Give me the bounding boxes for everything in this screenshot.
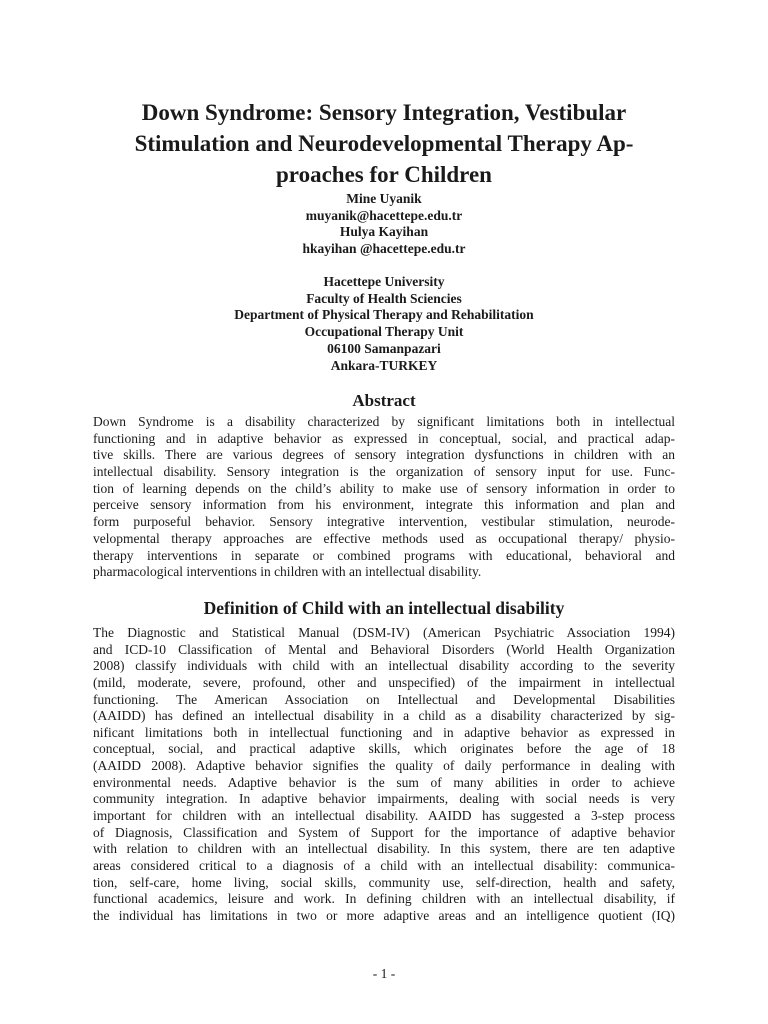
section-line: and ICD-10 Classification of Mental and Behavioral Disorders (World Health Organization — [93, 641, 675, 657]
section-line: functional academics, leisure and work. In defining children with an intellectual disability, if — [93, 891, 675, 907]
abstract-line: functioning and in adaptive behavior as expressed in conceptual, social, and practical adap- — [93, 430, 675, 446]
title-line: Stimulation and Neurodevelopmental Therapy Ap- — [134, 131, 634, 156]
section-line: the individual has limitations in two or more adaptive areas and an intelligence quotient (IQ) — [93, 907, 675, 923]
section-line: 2008) classify individuals with child with an intellectual disability according to the severity — [93, 658, 675, 674]
abstract-line: pharmacological interventions in children with an intellectual disability. — [93, 564, 482, 580]
title-line: Down Syndrome: Sensory Integration, Vestibular — [141, 100, 627, 125]
affiliation-block — [84, 274, 684, 374]
section-line: nificant limitations both in intellectual functioning and in adaptive behavior as expressed in — [93, 724, 675, 740]
abstract-line: tion of learning depends on the child’s ability to make use of sensory information in order to — [93, 480, 675, 496]
title-line: proaches for Children — [276, 162, 492, 187]
page-number: - 1 - — [372, 966, 396, 981]
section-line: The Diagnostic and Statistical Manual (DSM-IV) (American Psychiatric Association 1994) — [93, 625, 675, 640]
affiliation-line: Hacettepe University — [323, 274, 445, 289]
author-name: Mine Uyanik — [346, 191, 422, 206]
affiliation-line: 06100 Samanpazari — [327, 340, 441, 356]
section-paragraph — [93, 625, 675, 925]
section-line: important for children with an intellectual disability. AAIDD has suggested a 3-step process — [93, 808, 675, 824]
abstract-line: Down Syndrome is a disability characterized by significant limitations both in intellectual — [93, 414, 675, 429]
abstract-heading: Abstract — [352, 391, 416, 410]
section-heading: Definition of Child with an intellectual disability — [203, 598, 565, 618]
affiliation-line: Faculty of Health Sciencies — [306, 290, 462, 306]
author-email: hkayihan @hacettepe.edu.tr — [302, 240, 466, 256]
affiliation-line: Occupational Therapy Unit — [304, 324, 464, 340]
section-line: conceptual, social, and practical adaptive skills, which originates before the age of 18 — [93, 741, 675, 757]
abstract-line: tive skills. There are various degrees of sensory integration dysfunctions in children with an — [93, 447, 675, 463]
author-name: Hulya Kayihan — [339, 224, 429, 239]
abstract-line: intellectual disability. Sensory integration is the organization of sensory input for use. Func- — [93, 464, 675, 480]
section-line: community integration. In adaptive behavior impairments, dealing with social needs is very — [93, 791, 675, 807]
section-line: environmental needs. Adaptive behavior is the sum of many abilities in order to achieve — [93, 774, 675, 790]
abstract-line: perceive sensory information from his environment, integrate this information and plan and — [93, 497, 675, 513]
paper-title — [70, 97, 698, 190]
abstract-paragraph — [93, 414, 675, 581]
section-line: areas considered critical to a diagnosis of a child with an intellectual disability: communica- — [93, 857, 675, 873]
abstract-line: form purposeful behavior. Sensory integrative intervention, vestibular stimulation, neurode- — [93, 514, 675, 530]
affiliation-line: Department of Physical Therapy and Rehabilitation — [234, 307, 534, 323]
affiliation-line: Ankara-TURKEY — [330, 357, 438, 373]
section-line: (AAIDD) has defined an intellectual disability in a child as a disability characterized by sig- — [93, 708, 675, 724]
author-email: muyanik@hacettepe.edu.tr — [305, 207, 463, 223]
section-line: with relation to children with an intellectual disability. In this system, there are ten adaptive — [93, 841, 675, 857]
section-line: (AAIDD 2008). Adaptive behavior signifies the quality of daily performance in dealing with — [93, 758, 675, 774]
abstract-line: velopmental therapy approaches are effective methods used as occupational therapy/ physio- — [93, 530, 675, 546]
section-line: of Diagnosis, Classification and System of Support for the importance of adaptive behavior — [93, 824, 675, 840]
section-line: (mild, moderate, severe, profound, other and unspecified) of the impairment in intellectual — [93, 674, 675, 690]
abstract-line: therapy interventions in separate or combined programs with educational, behavioral and — [93, 547, 675, 563]
section-line: functioning. The American Association on Intellectual and Developmental Disabilities — [93, 691, 675, 707]
section-line: tion, self-care, home living, social skills, community use, self-direction, health and safety, — [93, 874, 675, 890]
author-block — [84, 191, 684, 257]
